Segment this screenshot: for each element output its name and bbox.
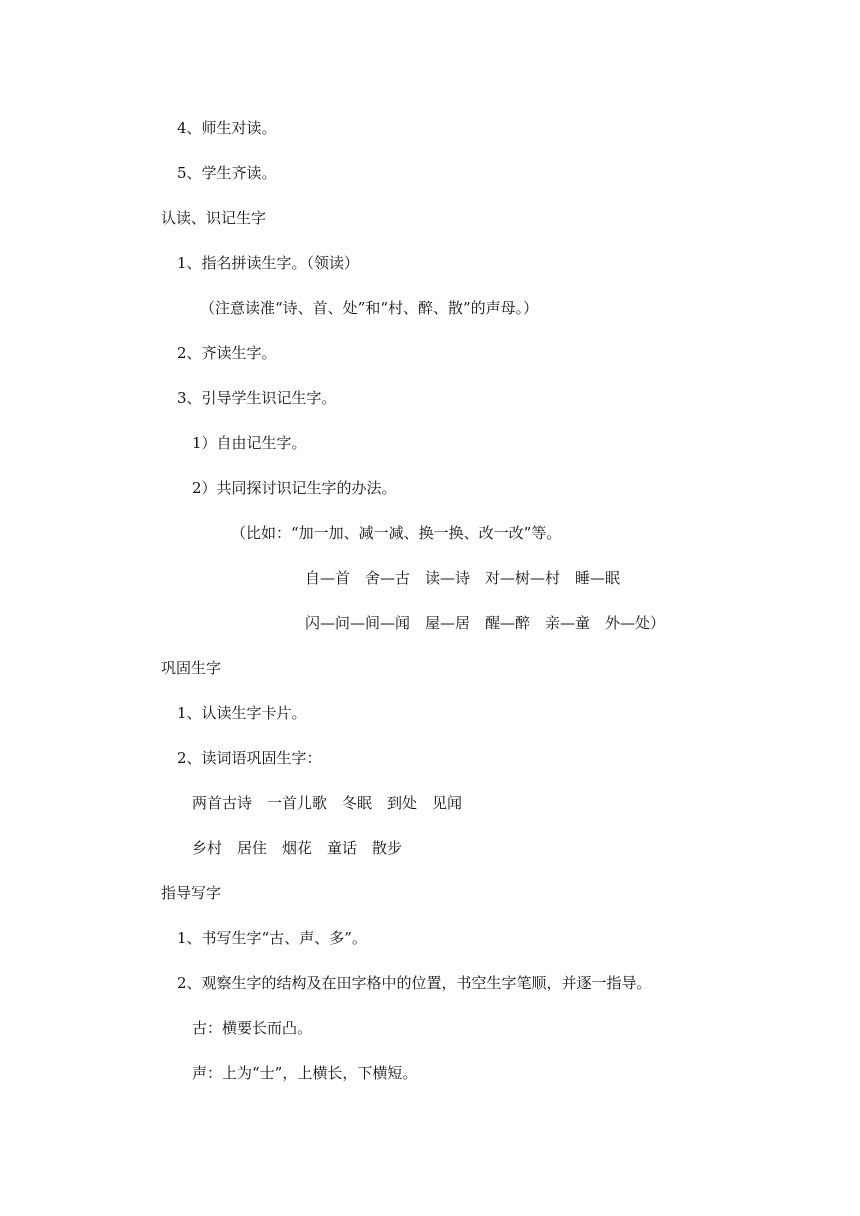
section-heading-recognize-characters: 认读、识记生字 <box>161 209 267 227</box>
writing-tip-gu: 古：横要长而凸。 <box>192 1019 313 1037</box>
section-heading-writing: 指导写字 <box>161 884 222 902</box>
step-observe-structure: 2、观察生字的结构及在田字格中的位置，书空生字笔顺，并逐一指导。 <box>177 974 652 992</box>
step-group-reading: 5、学生齐读。 <box>177 164 277 182</box>
step-read-cards: 1、认读生字卡片。 <box>177 704 307 722</box>
section-heading-consolidate: 巩固生字 <box>161 659 222 677</box>
word-list-2: 乡村 居住 烟花 童话 散步 <box>192 839 403 857</box>
substep-free-memorization: 1）自由记生字。 <box>192 434 307 452</box>
step-read-characters-together: 2、齐读生字。 <box>177 344 277 362</box>
step-read-words: 2、读词语巩固生字： <box>177 749 322 767</box>
note-pronunciation: （注意读准“诗、首、处”和“村、醉、散”的声母。） <box>200 299 539 317</box>
example-methods: （比如：“加一加、减一减、换一换、改一改”等。 <box>231 524 562 542</box>
example-character-pairs-1: 自—首 舍—古 读—诗 对—树—村 睡—眠 <box>305 569 621 587</box>
writing-tip-sheng: 声：上为“士”，上横长，下横短。 <box>192 1064 418 1082</box>
step-pinyin-reading: 1、指名拼读生字。（领读） <box>177 254 360 272</box>
example-character-pairs-2: 闪—问—间—闻 屋—居 醒—醉 亲—童 外—处） <box>305 614 666 632</box>
step-write-characters: 1、书写生字“古、声、多”。 <box>177 929 367 947</box>
step-teacher-student-reading: 4、师生对读。 <box>177 119 277 137</box>
word-list-1: 两首古诗 一首儿歌 冬眠 到处 见闻 <box>192 794 463 812</box>
step-guide-memorization: 3、引导学生识记生字。 <box>177 389 337 407</box>
substep-discuss-methods: 2）共同探讨识记生字的办法。 <box>192 479 397 497</box>
